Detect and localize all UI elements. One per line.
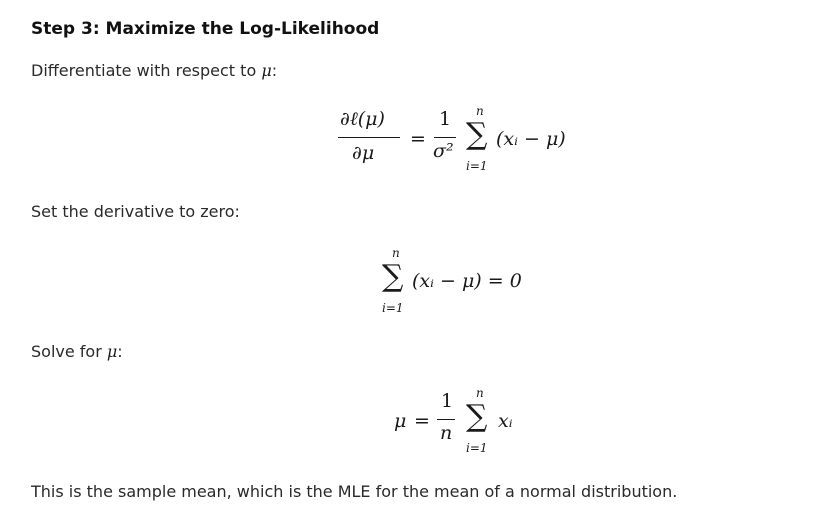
paragraph-set-zero: Set the derivative to zero: xyxy=(31,202,240,221)
mu-symbol: μ xyxy=(106,342,118,361)
paragraph-conclusion: This is the sample mean, which is the MLE for the mean of a normal distribution. xyxy=(31,482,678,501)
summation-symbol: ∑ xyxy=(382,259,404,294)
derivative-numerator: ∂ℓ(μ) xyxy=(340,108,385,130)
sum-lower-limit: i=1 xyxy=(382,301,404,315)
derivative-fraction-bar xyxy=(338,137,400,138)
equals-sign: = xyxy=(414,410,430,432)
fraction-bar xyxy=(434,137,456,138)
paragraph-differentiate xyxy=(31,61,277,80)
derivative-denominator: ∂μ xyxy=(352,142,375,164)
sum-upper-limit: n xyxy=(476,386,484,400)
sum-upper-limit: n xyxy=(392,246,400,260)
mu-symbol: μ xyxy=(261,61,272,80)
paragraph-solve-text: Solve for xyxy=(31,342,102,361)
sum-upper-limit: n xyxy=(476,104,484,118)
paragraph-solve xyxy=(31,342,123,361)
fraction-denominator: σ² xyxy=(433,140,454,162)
summation-symbol: ∑ xyxy=(466,399,488,434)
equation-solution xyxy=(392,386,552,461)
summand-equals-zero: (xᵢ − μ) = 0 xyxy=(412,270,522,292)
equals-sign: = xyxy=(410,128,426,150)
summand: (xᵢ − μ) xyxy=(496,128,566,150)
section-heading: Step 3: Maximize the Log-Likelihood xyxy=(31,19,380,39)
fraction-numerator: 1 xyxy=(439,108,452,130)
sum-lower-limit: i=1 xyxy=(466,441,488,455)
equation-derivative xyxy=(330,104,590,184)
fraction-bar xyxy=(437,419,455,420)
solution-lhs: μ xyxy=(394,410,407,432)
paragraph-differentiate-text: Differentiate with respect to xyxy=(31,61,257,80)
sum-lower-limit: i=1 xyxy=(466,159,488,173)
colon: : xyxy=(117,342,123,361)
summation-symbol: ∑ xyxy=(466,117,488,152)
equation-zero xyxy=(376,246,576,321)
summand: xᵢ xyxy=(498,410,513,432)
fraction-denominator: n xyxy=(440,422,453,444)
fraction-numerator: 1 xyxy=(441,390,454,412)
colon: : xyxy=(271,61,278,80)
